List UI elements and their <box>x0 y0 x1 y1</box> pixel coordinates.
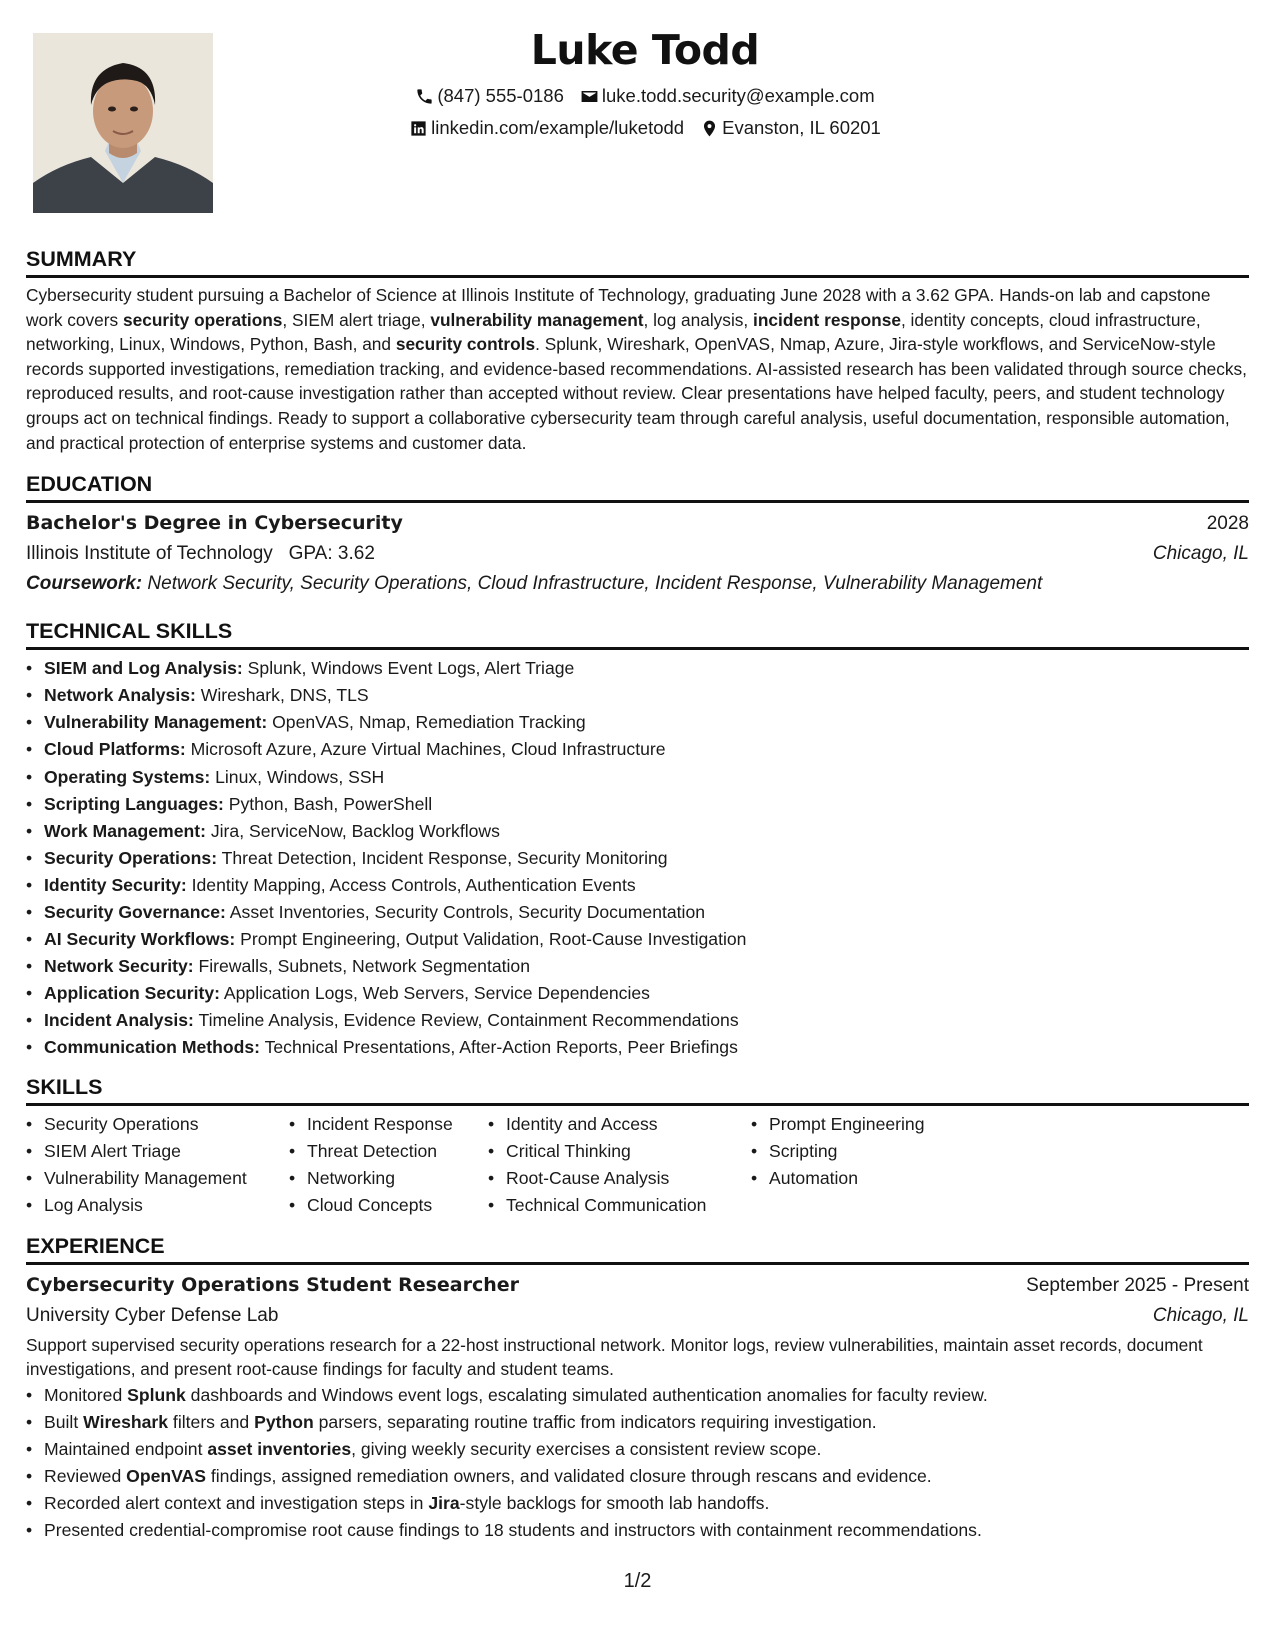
summary-text: Cybersecurity student pursuing a Bachelor of Science at Illinois Institute of Technology, graduating June 2028 with a 3.62 GPA. Hands-on lab and capstone work covers security operations, SIEM alert triage, vulnerability management, log analysis, incident response, identity concepts, cloud infrastructure, networking, Linux, Windows, Python, Bash, and security controls. Splunk, Wireshark, OpenVAS, Nmap, Azure, Jira-style workflows, and ServiceNow-style records supported investigations, remediation tracking, and evidence-based recommendations. AI-assisted research has been validated through source checks, reproduced results, and root-cause investigation rather than accepted without review. Clear presentations have helped faculty, peers, and student technology groups act on technical findings. Ready to support a collaborative cybersecurity team through careful analysis, useful documentation, responsible automation, and practical protection of enterprise systems and customer data. <box>26 285 1247 453</box>
resume-body <box>26 246 1249 1544</box>
envelope-icon <box>580 87 599 106</box>
gpa: GPA: 3.62 <box>288 543 375 565</box>
list-item: • Maintained endpoint asset inventories, giving weekly security exercises a consistent review scope. <box>26 1436 1249 1463</box>
summary-heading: SUMMARY <box>26 246 1249 278</box>
list-item: • Security Operations: Threat Detection, Incident Response, Security Monitoring <box>26 845 1249 872</box>
job-dates: September 2025 - Present <box>1026 1274 1249 1296</box>
job-org-row <box>26 1301 1249 1331</box>
list-item: • Vulnerability Management <box>26 1165 289 1192</box>
list-item: • Reviewed OpenVAS findings, assigned remediation owners, and validated closure through rescans and evidence. <box>26 1463 1249 1490</box>
list-item: • Presented credential-compromise root cause findings to 18 students and instructors with containment recommendations. <box>26 1517 1249 1544</box>
skills-column <box>488 1111 751 1219</box>
skills-column <box>289 1111 488 1219</box>
job-title: Cybersecurity Operations Student Researcher <box>26 1273 520 1296</box>
institution-row <box>26 539 1249 569</box>
portrait-image <box>33 33 213 213</box>
list-item: • Communication Methods: Technical Presentations, After-Action Reports, Peer Briefings <box>26 1034 1249 1061</box>
job-organization: University Cyber Defense Lab <box>26 1304 279 1326</box>
list-item: • Scripting Languages: Python, Bash, PowerShell <box>26 791 1249 818</box>
list-item: • Automation <box>751 1165 1011 1192</box>
list-item: • Incident Analysis: Timeline Analysis, Evidence Review, Containment Recommendations <box>26 1007 1249 1034</box>
job-bullets <box>26 1382 1249 1544</box>
list-item: • Scripting <box>751 1138 1011 1165</box>
list-item: • Vulnerability Management: OpenVAS, Nmap, Remediation Tracking <box>26 709 1249 736</box>
list-item: • Root-Cause Analysis <box>488 1165 751 1192</box>
list-item: • Recorded alert context and investigation steps in Jira-style backlogs for smooth lab handoffs. <box>26 1490 1249 1517</box>
linkedin-icon <box>409 119 428 138</box>
phone-icon <box>415 87 434 106</box>
list-item: • Cloud Platforms: Microsoft Azure, Azure Virtual Machines, Cloud Infrastructure <box>26 736 1249 763</box>
education-location: Chicago, IL <box>1152 543 1249 565</box>
list-item: • Monitored Splunk dashboards and Windows event logs, escalating simulated authentication anomalies for faculty review. <box>26 1382 1249 1409</box>
job-header-row <box>26 1270 1249 1301</box>
list-item: • Operating Systems: Linux, Windows, SSH <box>26 764 1249 791</box>
list-item: • Network Analysis: Wireshark, DNS, TLS <box>26 682 1249 709</box>
skills-heading: SKILLS <box>26 1074 1249 1106</box>
list-item: • Prompt Engineering <box>751 1111 1011 1138</box>
candidate-name: Luke Todd <box>530 26 760 74</box>
graduation-year: 2028 <box>1206 513 1249 535</box>
list-item: • Networking <box>289 1165 488 1192</box>
list-item: • Application Security: Application Logs, Web Servers, Service Dependencies <box>26 980 1249 1007</box>
map-pin-icon <box>700 119 719 138</box>
location-text: Evanston, IL 60201 <box>722 117 881 138</box>
contact-row-1 <box>300 84 990 108</box>
list-item: • Identity and Access <box>488 1111 751 1138</box>
list-item: • Identity Security: Identity Mapping, Access Controls, Authentication Events <box>26 872 1249 899</box>
list-item: • Cloud Concepts <box>289 1192 488 1219</box>
list-item: • Security Governance: Asset Inventories, Security Controls, Security Documentation <box>26 899 1249 926</box>
experience-heading: EXPERIENCE <box>26 1233 1249 1265</box>
job-location: Chicago, IL <box>1152 1304 1249 1326</box>
list-item: • Incident Response <box>289 1111 488 1138</box>
list-item: • Security Operations <box>26 1111 289 1138</box>
job-description: Support supervised security operations research for a 22-host instructional network. Monitor logs, review vulnerabilities, maintain asset records, document investigations, and present root-cause findings for faculty and student teams. <box>26 1334 1203 1380</box>
list-item: • Built Wireshark filters and Python parsers, separating routine traffic from indicators requiring investigation. <box>26 1409 1249 1436</box>
location-contact <box>700 116 881 140</box>
list-item: • AI Security Workflows: Prompt Engineering, Output Validation, Root-Cause Investigation <box>26 926 1249 953</box>
list-item: • Technical Communication <box>488 1192 751 1219</box>
page-number: 1/2 <box>623 1570 652 1592</box>
phone-number: (847) 555-0186 <box>437 85 564 106</box>
institution: Illinois Institute of Technology GPA: 3.62 <box>26 543 375 565</box>
degree-row <box>26 508 1249 539</box>
linkedin-url[interactable]: linkedin.com/example/luketodd <box>431 117 685 138</box>
list-item: • SIEM and Log Analysis: Splunk, Windows Event Logs, Alert Triage <box>26 655 1249 682</box>
list-item: • Critical Thinking <box>488 1138 751 1165</box>
list-item: • SIEM Alert Triage <box>26 1138 289 1165</box>
skills-column <box>751 1111 1011 1219</box>
list-item: • Work Management: Jira, ServiceNow, Backlog Workflows <box>26 818 1249 845</box>
skills-grid <box>26 1111 1249 1219</box>
resume-header <box>300 22 990 140</box>
linkedin-contact[interactable] <box>409 116 684 140</box>
phone-contact <box>415 84 564 108</box>
list-item: • Log Analysis <box>26 1192 289 1219</box>
email-address[interactable]: luke.todd.security@example.com <box>601 85 875 106</box>
contact-row-2 <box>300 116 990 140</box>
degree-title: Bachelor's Degree in Cybersecurity <box>26 512 403 535</box>
list-item: • Network Security: Firewalls, Subnets, Network Segmentation <box>26 953 1249 980</box>
email-contact[interactable] <box>580 84 875 108</box>
coursework: Coursework: Network Security, Security Operations, Cloud Infrastructure, Incident Response, Vulnerability Management <box>26 573 1043 595</box>
list-item: • Threat Detection <box>289 1138 488 1165</box>
technical-skills-list <box>26 655 1249 1061</box>
profile-photo <box>33 33 213 213</box>
education-heading: EDUCATION <box>26 471 1249 503</box>
skills-column <box>26 1111 289 1219</box>
technical-skills-heading: TECHNICAL SKILLS <box>26 618 1249 650</box>
